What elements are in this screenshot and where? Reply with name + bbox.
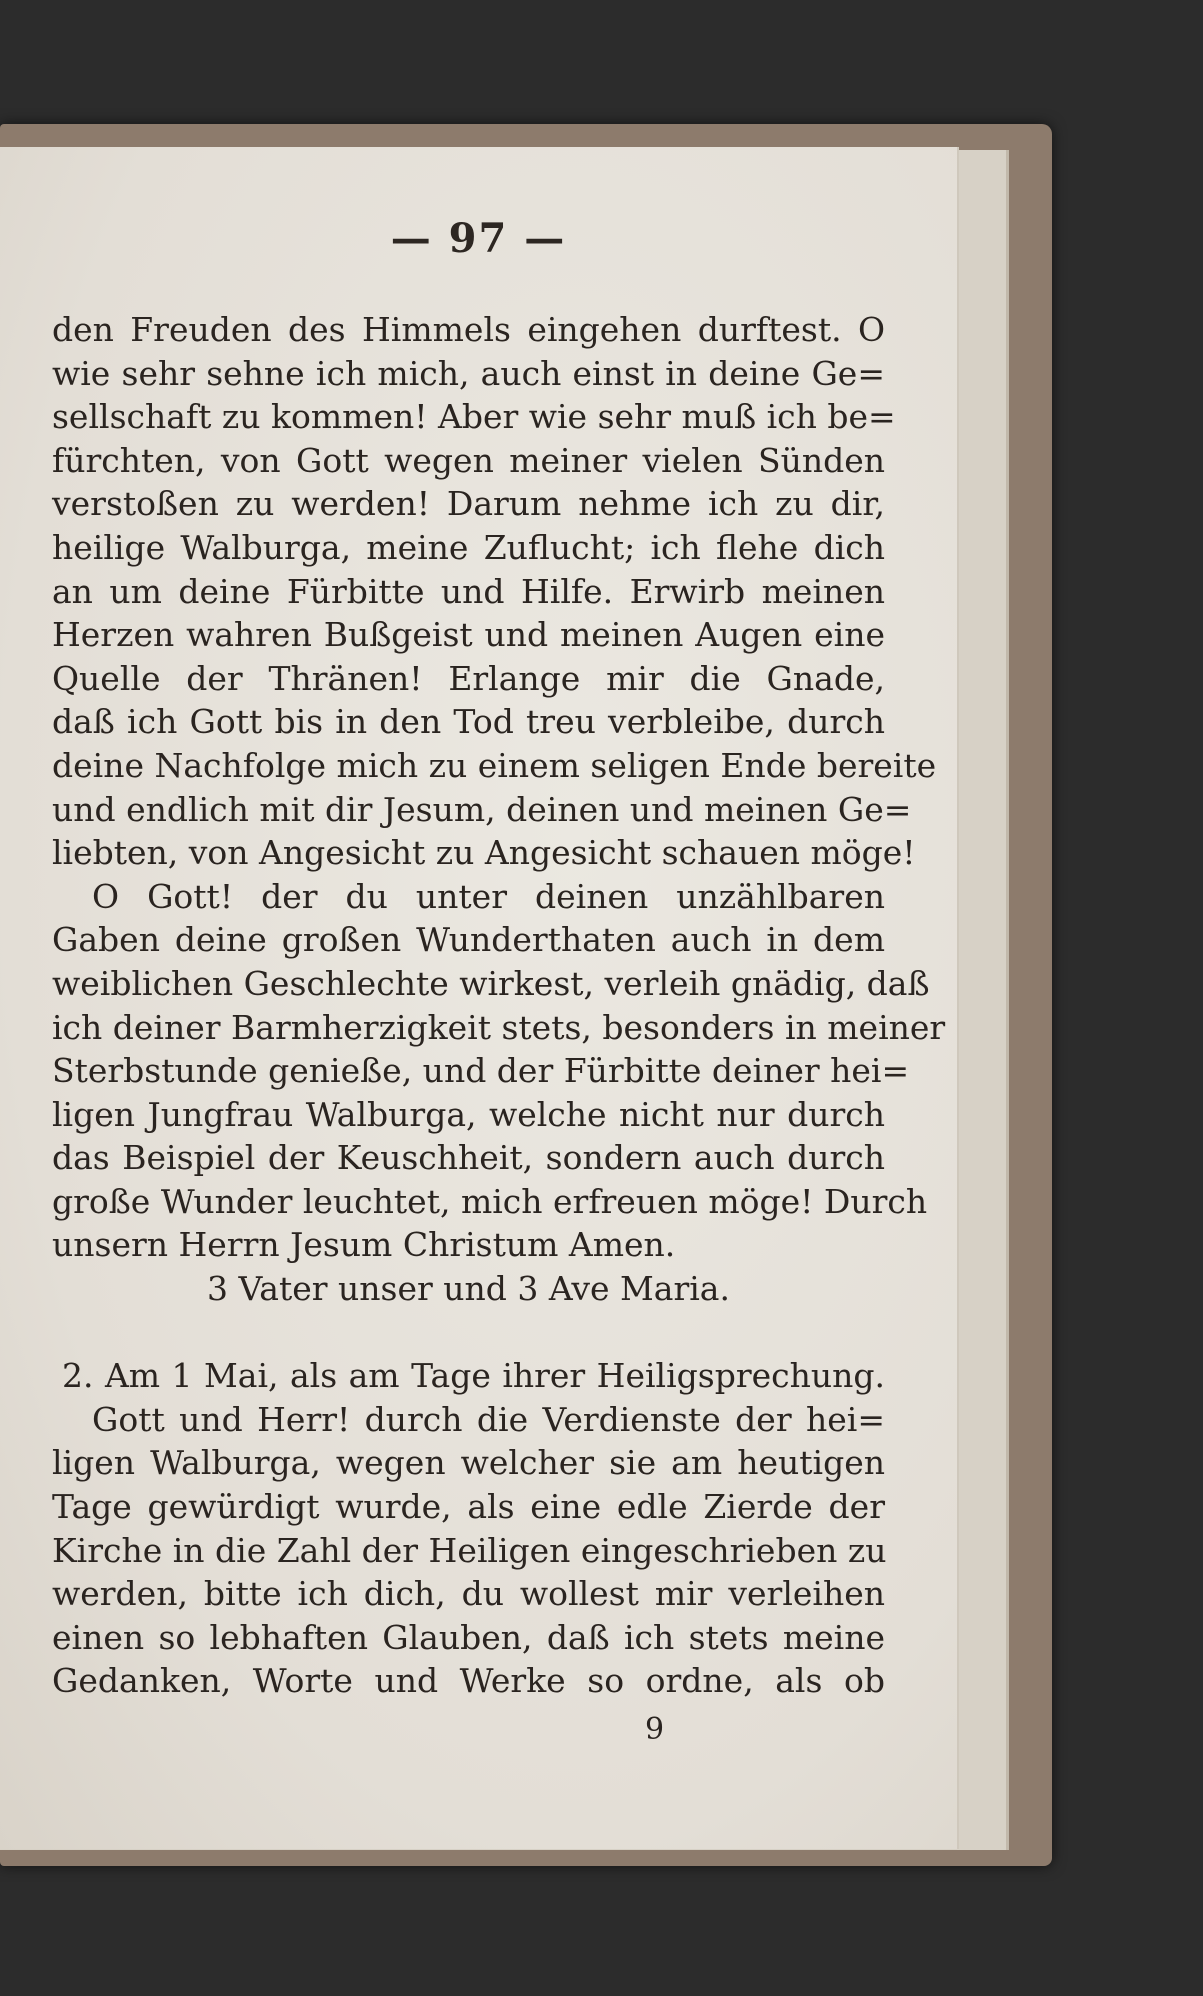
text-line: wie sehr sehne ich mich, auch einst in deine Ge= (52, 353, 885, 393)
prayer-line: ligen Jungfrau Walburga, welche nicht nur durch (52, 1094, 885, 1134)
text-line: verstoßen zu werden! Darum nehme ich zu dir, (52, 484, 885, 524)
text-line: werden, bitte ich dich, du wollest mir verleihen (52, 1574, 885, 1614)
text-line: deine Nachfolge mich zu einem seligen Ende bereite (52, 745, 937, 785)
text-line: einen so lebhaften Glauben, daß ich stets meine (52, 1617, 885, 1657)
prayer-line: das Beispiel der Keuschheit, sondern auch durch (52, 1138, 885, 1178)
text-line: Herzen wahren Bußgeist und meinen Augen eine (52, 615, 885, 655)
prayer-line: unsern Herrn Jesum Christum Amen. (52, 1225, 676, 1265)
section-heading: 2. Am 1 Mai, als am Tage ihrer Heiligsprechung. (62, 1356, 885, 1396)
text-line: liebten, von Angesicht zu Angesicht schauen möge! (52, 833, 916, 873)
text-line: Gedanken, Worte und Werke so ordne, als ob (52, 1661, 885, 1701)
prayer-line: ich deiner Barmherzigkeit stets, besonders in meiner (52, 1007, 946, 1047)
signature-mark: 9 (645, 1712, 665, 1747)
text-line: Gott und Herr! durch die Verdienste der hei= (92, 1399, 885, 1439)
page-text (52, 308, 946, 1703)
text-line: ligen Walburga, wegen welcher sie am heutigen (52, 1443, 885, 1483)
text-line: sellschaft zu kommen! Aber wie sehr muß ich be= (52, 397, 896, 437)
text-line: an um deine Fürbitte und Hilfe. Erwirb meinen (52, 571, 885, 611)
text-line: daß ich Gott bis in den Tod treu verbleibe, durch (52, 702, 885, 742)
prayer-line: Gaben deine großen Wunderthaten auch in dem (52, 920, 885, 960)
page-number: — 97 — (390, 215, 567, 262)
text-line: und endlich mit dir Jesum, deinen und meinen Ge= (52, 789, 912, 829)
prayer-line: weiblichen Geschlechte wirkest, verleih gnädig, daß (52, 963, 930, 1003)
text-line: fürchten, von Gott wegen meiner vielen Sünden (52, 440, 885, 480)
prayer-line: O Gott! der du unter deinen unzählbaren (92, 876, 885, 916)
text-line: Tage gewürdigt wurde, als eine edle Zierde der (52, 1487, 885, 1527)
prayer-line: Sterbstunde genieße, und der Fürbitte deiner hei= (52, 1051, 910, 1091)
section-gap (52, 1311, 885, 1355)
text-line: Quelle der Thränen! Erlange mir die Gnade, (52, 658, 885, 698)
text-line: den Freuden des Himmels eingehen durftest. O (52, 310, 885, 349)
text-line: Kirche in die Zahl der Heiligen eingeschrieben zu (52, 1530, 887, 1570)
prayer-line: große Wunder leuchtet, mich erfreuen möge! Durch (52, 1181, 928, 1221)
closing-line: 3 Vater unser und 3 Ave Maria. (207, 1269, 730, 1309)
text-line: heilige Walburga, meine Zuflucht; ich flehe dich (52, 527, 885, 567)
